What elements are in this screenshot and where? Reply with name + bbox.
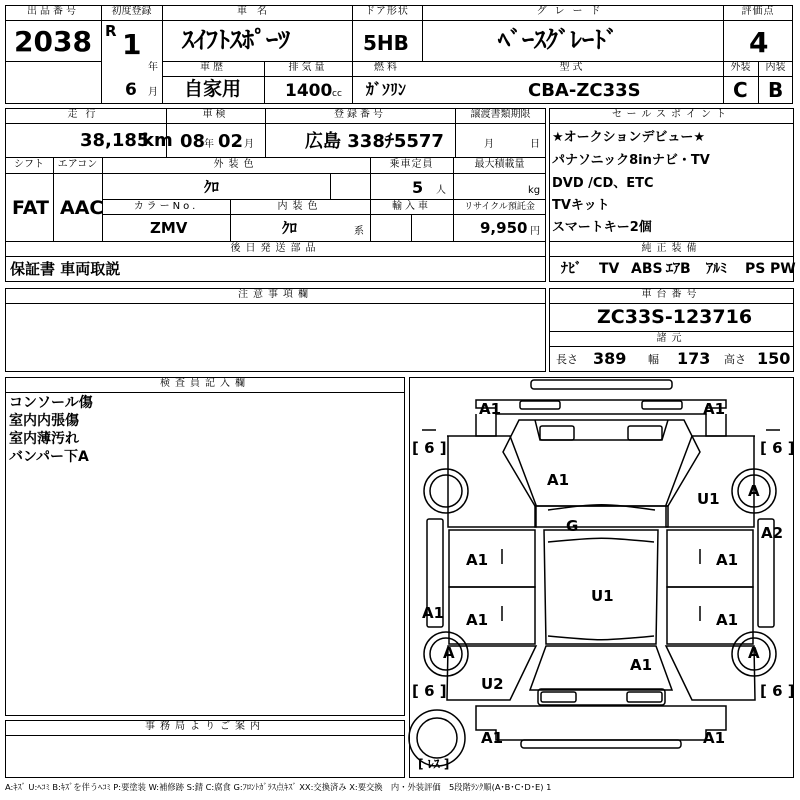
recycle-fee: 9,950 (480, 219, 528, 237)
transfer-day-unit: 日 (530, 139, 540, 150)
inspector-note: 室内内張傷 (9, 413, 79, 429)
dims-label: 諸元 (656, 333, 687, 344)
grade: ﾍﾞｰｽｸﾞﾚｰﾄﾞ (498, 26, 618, 54)
damage-mark: A (443, 644, 455, 662)
door-label: ドア形状 (365, 6, 409, 17)
equip-item: ABS (631, 261, 663, 277)
int-color: ｸﾛ (282, 219, 298, 237)
equip-item: ﾅﾋﾞ (561, 261, 582, 277)
damage-mark: A1 (630, 656, 653, 674)
width: 173 (677, 349, 711, 368)
mileage-unit: km (142, 130, 173, 151)
damage-mark: U2 (481, 675, 504, 693)
mileage: 38,185 (80, 130, 150, 151)
damage-mark: A1 (703, 400, 726, 418)
transfer-month-unit: 月 (484, 139, 494, 150)
insp-month: 02 (218, 131, 244, 152)
chassis-number: ZC33S-123716 (597, 306, 753, 328)
name-label: 車名 (237, 6, 277, 17)
notes-label: 注意事項欄 (238, 289, 313, 300)
ext-grade-label: 外装 (730, 62, 751, 73)
displacement: 1400 (285, 81, 333, 101)
length: 389 (593, 349, 627, 368)
load-label: 最大積載量 (474, 159, 525, 170)
door-type: 5HB (363, 31, 409, 55)
insp-month-unit: 月 (244, 139, 254, 150)
equip-item: ｱﾙﾐ (706, 261, 727, 277)
reg-label: 初度登録 (111, 6, 152, 17)
insp-year-unit: 年 (204, 139, 214, 150)
capacity: 5 (412, 178, 424, 197)
inspection-label: 車検 (202, 109, 229, 120)
score: 4 (749, 26, 769, 59)
fuel-label: 燃料 (374, 62, 400, 73)
width-label: 幅 (648, 353, 659, 366)
damage-mark: A1 (422, 604, 445, 622)
damage-mark: A2 (761, 524, 784, 542)
int-color-unit: 系 (354, 226, 364, 237)
equip-item: TV (599, 261, 620, 277)
sales-label: セールスポイント (611, 109, 732, 120)
later-parts: 保証書 車両取説 (10, 260, 121, 278)
equip-item: PS (745, 261, 766, 277)
mileage-label: 走行 (67, 109, 104, 120)
inspector-label: 検査員記入欄 (160, 378, 250, 389)
model-code: CBA-ZC33S (528, 80, 641, 101)
damage-mark: A1 (466, 551, 489, 569)
lot-label: 出品番号 (27, 6, 79, 17)
chassis-label: 車台番号 (641, 289, 702, 300)
plate-label: 登録番号 (334, 109, 386, 120)
sales-point-3: DVD /CD、ETC (552, 176, 654, 191)
equip-item: ｴｱB (666, 261, 691, 277)
color-no-label: カラーNo. (133, 201, 199, 212)
vehicle-name: ｽｲﾌﾄｽﾎﾟｰﾂ (182, 26, 290, 54)
ac-label: エアコン (57, 159, 98, 170)
height: 150 (757, 349, 791, 368)
reg-era: R (105, 22, 117, 40)
color-no: ZMV (150, 219, 188, 237)
spare-tire-label: [ ﾚｽ ] (418, 757, 450, 771)
disp-unit: cc (332, 89, 342, 99)
transfer-label: 譲渡書類期限 (470, 109, 531, 120)
damage-mark: A1 (703, 729, 726, 747)
inspector-note: バンパー下A (9, 449, 89, 465)
tire-depth: [ 6 ] (760, 682, 795, 700)
recycle-label: リサイクル預託金 (464, 202, 535, 212)
tire-depth: [ 6 ] (412, 682, 447, 700)
disp-label: 排気量 (288, 62, 328, 73)
damage-mark: U1 (591, 587, 614, 605)
legend: A:ｷｽﾞ U:ﾍｺﾐ B:ｷｽﾞを伴うﾍｺﾐ P:要塗装 W:補修跡 S:錆 C:腐食 G:ﾌﾛﾝﾄｶﾞﾗｽ点ｷｽﾞ XX:交換済み X:要交換 内・外装評価 5段階ﾗﾝｸ順(A･B･C･D･E) 1 (5, 782, 552, 792)
office-label: 事務局よりご案内 (145, 721, 265, 732)
fuel: ｶﾞｿﾘﾝ (366, 80, 407, 99)
damage-mark: G (566, 517, 579, 535)
damage-mark: A (748, 644, 760, 662)
int-grade: B (768, 78, 784, 102)
equip-item: PW (770, 261, 796, 277)
reg-year: 1 (122, 28, 142, 61)
ext-color: ｸﾛ (204, 178, 220, 196)
ext-color-label: 外装色 (213, 159, 259, 170)
import-label: 輸入車 (392, 201, 431, 212)
capacity-label: 乗車定員 (389, 159, 434, 170)
length-label: 長さ (556, 353, 578, 366)
history-label: 車歴 (200, 62, 226, 73)
ac: AAC (60, 197, 104, 219)
model-label: 型式 (559, 62, 586, 73)
tire-depth: [ 6 ] (760, 439, 795, 457)
sales-point-1: ★オークションデビュー★ (552, 130, 706, 145)
grade-label: グレード (536, 6, 609, 17)
damage-mark: A1 (716, 551, 739, 569)
recycle-unit: 円 (530, 226, 540, 237)
inspector-note: 室内薄汚れ (9, 431, 79, 447)
history: 自家用 (184, 78, 242, 100)
height-label: 高さ (724, 353, 746, 366)
damage-mark: A1 (716, 611, 739, 629)
damage-mark: A1 (547, 471, 570, 489)
damage-mark: A1 (481, 729, 504, 747)
damage-mark: U1 (697, 490, 720, 508)
lot-number: 2038 (14, 25, 92, 58)
damage-mark: A1 (466, 611, 489, 629)
later-parts-label: 後日発送部品 (230, 243, 321, 254)
sales-point-4: TVキット (552, 198, 610, 213)
tire-depth: [ 6 ] (412, 439, 447, 457)
equip-label: 純正装備 (641, 243, 702, 254)
int-grade-label: 内装 (765, 62, 786, 73)
reg-month: 6 (125, 80, 137, 100)
capacity-unit: 人 (436, 185, 446, 196)
plate-number: 広島 338ﾁ5577 (305, 131, 444, 152)
reg-year-unit: 年 (148, 62, 158, 73)
sales-point-2: パナソニック8inナビ・TV (552, 153, 710, 168)
inspector-note: コンソール傷 (9, 395, 93, 411)
sales-point-5: スマートキー2個 (552, 220, 652, 235)
reg-month-unit: 月 (148, 87, 158, 98)
shift: FAT (12, 197, 49, 219)
insp-year: 08 (180, 131, 206, 152)
shift-label: シフト (14, 159, 44, 170)
load-unit: kg (528, 185, 541, 196)
score-label: 評価点 (741, 6, 775, 17)
int-color-label: 内装色 (277, 201, 323, 212)
ext-grade: C (733, 78, 748, 102)
damage-mark: A (748, 482, 760, 500)
damage-mark: A1 (479, 400, 502, 418)
